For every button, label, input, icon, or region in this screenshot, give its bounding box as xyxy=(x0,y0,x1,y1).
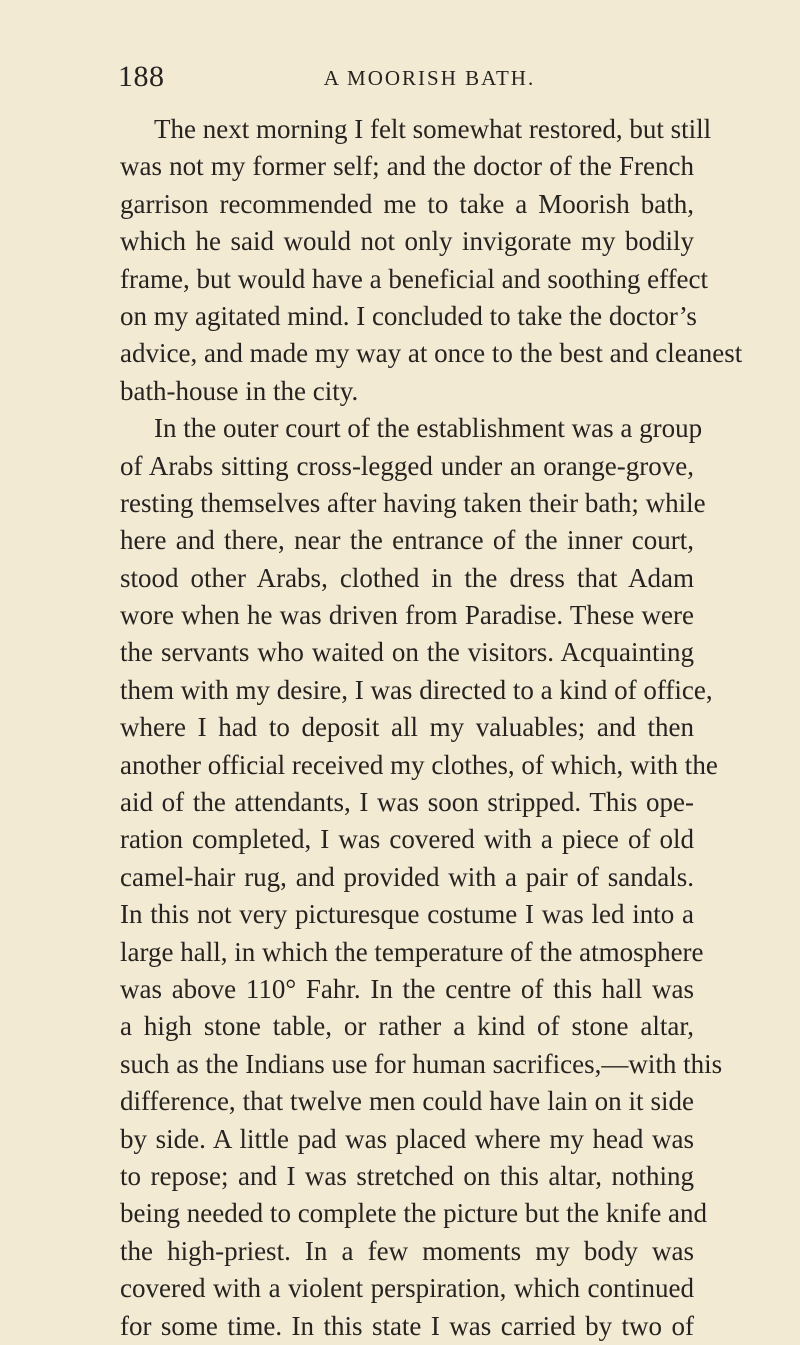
body-text xyxy=(120,111,743,1345)
text-line: to repose; and I was stretched on this altar, nothing xyxy=(120,1160,694,1191)
text-line: a high stone table, or rather a kind of stone altar, xyxy=(120,1011,694,1042)
text-line: covered with a violent perspiration, which continued xyxy=(120,1273,694,1304)
text-line: bath-house in the city. xyxy=(120,375,359,406)
text-line: of Arabs sitting cross-legged under an orange-grove, xyxy=(120,450,694,481)
text-line: frame, but would have a beneficial and soothing effect xyxy=(120,263,709,294)
text-line: The next morning I felt somewhat restored, but still xyxy=(154,114,712,144)
text-line: aid of the attendants, I was soon stripped. This ope- xyxy=(120,787,694,818)
text-line: stood other Arabs, clothed in the dress that Adam xyxy=(120,562,694,593)
text-line: camel-hair rug, and provided with a pair of sandals. xyxy=(120,861,694,892)
text-line: was above 110° Fahr. In the centre of this hall was xyxy=(120,973,694,1004)
text-line: wore when he was driven from Paradise. These were xyxy=(120,600,694,631)
running-head: A MOORISH BATH. xyxy=(323,66,536,90)
page-number: 188 xyxy=(118,60,165,93)
text-line: ration completed, I was covered with a piece of old xyxy=(120,824,694,855)
text-line: In the outer court of the establishment was a group xyxy=(154,413,703,444)
text-line: another official received my clothes, of which, with the xyxy=(120,749,718,780)
text-line: on my agitated mind. I concluded to take the doctor’s xyxy=(120,300,697,331)
text-line: such as the Indians use for human sacrifices,—with this xyxy=(120,1048,723,1079)
text-line: which he said would not only invigorate my bodily xyxy=(120,226,694,257)
text-line: here and there, near the entrance of the inner court, xyxy=(120,525,694,556)
text-line: by side. A little pad was placed where my head was xyxy=(120,1123,694,1154)
text-line: where I had to deposit all my valuables; and then xyxy=(120,712,694,743)
text-line: the servants who waited on the visitors. Acquainting xyxy=(120,637,694,668)
text-line: advice, and made my way at once to the best and cleanest xyxy=(120,338,743,369)
text-line: for some time. In this state I was carried by two of xyxy=(120,1310,694,1341)
text-line: In this not very picturesque costume I was led into a xyxy=(120,899,694,930)
text-line: them with my desire, I was directed to a kind of office, xyxy=(120,674,713,705)
text-line: being needed to complete the picture but the knife and xyxy=(120,1198,708,1229)
page-header xyxy=(118,60,693,100)
text-line: resting themselves after having taken their bath; while xyxy=(120,487,706,518)
text-line: difference, that twelve men could have lain on it side xyxy=(120,1086,694,1117)
text-line: large hall, in which the temperature of the atmosphere xyxy=(120,936,704,967)
text-line: the high-priest. In a few moments my body was xyxy=(120,1235,694,1266)
text-line: garrison recommended me to take a Moorish bath, xyxy=(120,188,694,219)
text-line: was not my former self; and the doctor of the French xyxy=(120,151,694,182)
